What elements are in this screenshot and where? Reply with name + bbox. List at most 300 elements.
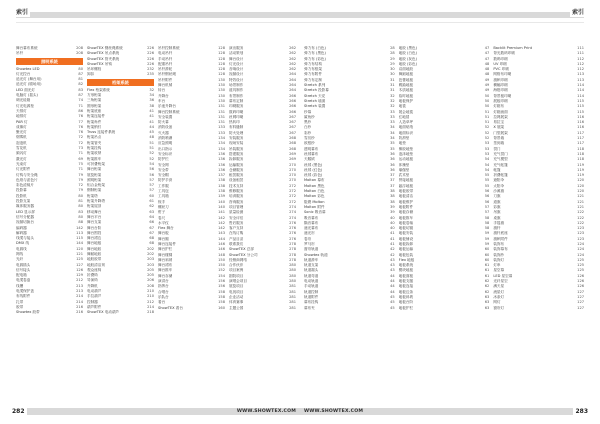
entry-name: 轨道弯道 [304, 273, 319, 278]
entry-name: 纱幕 [304, 109, 312, 114]
entry-page-number: 61 [149, 199, 154, 204]
entry-page-number: 53 [484, 146, 490, 151]
entry-page-number: 62 [484, 279, 490, 284]
entry-name: 装饰灯 [493, 257, 505, 262]
entry-name: Molton 彩色 [304, 194, 325, 199]
entry-page-number: 127 [577, 289, 585, 294]
entry-page-number: 123 [577, 226, 585, 231]
entry-name: 武术垫 [398, 173, 410, 178]
entry-name: 水平仪 [158, 220, 169, 225]
entry-page-number: 87 [78, 71, 83, 76]
entry-name: 消防设备 [158, 125, 173, 130]
entry-page-number: 38 [390, 199, 395, 204]
entry-name: 地面标识 [398, 130, 414, 135]
entry-name: 布料缝制 [229, 125, 244, 130]
entry-page-number: 130 [218, 93, 225, 98]
entry-page-number: 57 [484, 204, 490, 209]
entry-page-number: 49 [484, 77, 490, 82]
entry-name: 信号接头 [16, 267, 31, 272]
entry-name: 安全评估 [229, 215, 244, 220]
entry-name: 吊旗 [493, 210, 501, 215]
entry-page-number: 130 [218, 98, 225, 103]
index-entry[interactable] [304, 306, 395, 311]
entry-name: Backlit Premium Print [493, 46, 533, 50]
entry-name: 彩色滤镜片 [16, 183, 34, 188]
entry-page-number: 148 [218, 252, 225, 257]
entry-name: 吊环螺栓 [87, 67, 102, 72]
entry-name: 吊杆附件 [158, 77, 173, 82]
entry-page-number: 114 [577, 88, 585, 93]
entry-page-number: 43 [390, 268, 395, 273]
entry-page-number: 57 [149, 183, 154, 188]
entry-page-number: 38 [149, 103, 154, 108]
entry-page-number: 61 [484, 273, 490, 278]
entry-page-number: 146 [218, 241, 225, 246]
entry-name: 地板卷轴 [398, 220, 414, 225]
entry-page-number: 32 [390, 93, 395, 98]
entry-page-number: 278 [289, 257, 296, 262]
section-heading: 桁架系统 [87, 79, 154, 86]
entry-name: 数码印刷 [229, 109, 244, 114]
entry-name: 指挥台 [158, 284, 169, 289]
entry-name: 手动吊杆 [158, 56, 173, 61]
entry-name: 灯钩与安全绳 [16, 172, 38, 177]
entry-name: 地胶清洁剂 [87, 262, 105, 267]
entry-name: 地面贴纸 [398, 125, 414, 130]
entry-page-number: 133 [218, 130, 225, 135]
entry-page-number: 72 [78, 183, 83, 188]
index-entry[interactable] [87, 72, 154, 77]
entry-name: 线缆与接头 [16, 236, 34, 241]
entry-name: 工具包 [158, 189, 169, 194]
entry-page-number: 52 [149, 151, 154, 156]
entry-page-number: 122 [577, 210, 585, 215]
entry-name: 旗杆 [493, 226, 501, 231]
entry-page-number: 266 [289, 104, 296, 109]
entry-name: DMX 线 [16, 241, 30, 246]
entry-name: Molton 黑色 [304, 183, 325, 188]
entry-page-number: 125 [577, 268, 585, 273]
entry-page-number: 52 [149, 156, 154, 161]
entry-page-number: 216 [76, 304, 83, 309]
entry-page-number: 136 [218, 162, 225, 167]
entry-name: 频闪灯 [16, 151, 27, 156]
entry-page-number: 52 [484, 125, 490, 130]
entry-name: PVC 印刷 [493, 67, 509, 72]
entry-name: 地板铺设 [398, 236, 414, 241]
entry-name: 灭火器 [158, 130, 169, 135]
entry-name: 安全带 [158, 167, 169, 172]
entry-page-number: 262 [289, 51, 296, 56]
entry-page-number: 115 [577, 98, 585, 103]
entry-page-number: 134 [218, 141, 225, 146]
entry-name: 体育赛事 [229, 300, 244, 305]
entry-name: 吸音幕布 [304, 215, 319, 220]
entry-page-number: 127 [76, 262, 83, 267]
entry-page-number: 112 [577, 56, 585, 61]
entry-page-number: 203 [147, 257, 154, 262]
entry-name: 运输服务 [229, 162, 244, 167]
entry-page-number: 72 [78, 135, 83, 140]
entry-page-number: 116 [577, 114, 585, 119]
entry-name: 桁架塔 [87, 193, 98, 198]
index-entry[interactable] [493, 306, 584, 311]
entry-name: Truss 连接件系统 [87, 130, 116, 135]
entry-page-number: 44 [390, 279, 395, 284]
entry-page-number: 122 [577, 215, 585, 220]
index-column [304, 46, 395, 404]
entry-page-number: 272 [289, 194, 296, 199]
entry-name: 旗帜印刷 [493, 77, 508, 82]
entry-name: 灯光附件 [16, 167, 31, 172]
entry-name: Stretch 装置 [304, 104, 326, 109]
entry-page-number: 67 [149, 230, 154, 235]
entry-page-number: 49 [484, 88, 490, 93]
entry-name: 桁架屋顶 [87, 204, 102, 209]
entry-page-number: 63 [149, 209, 154, 214]
entry-page-number: 81 [78, 199, 83, 204]
entry-page-number: 41 [390, 231, 395, 236]
entry-page-number: 154 [218, 273, 225, 278]
entry-page-number: 210 [147, 289, 154, 294]
entry-name: 特效设计 [229, 77, 244, 82]
entry-page-number: 36 [390, 151, 395, 156]
entry-page-number: 206 [147, 278, 154, 283]
entry-name: 电源线 [16, 246, 27, 251]
entry-page-number: 143 [218, 231, 225, 236]
entry-name: 吊杆 [16, 51, 24, 56]
entry-name: 轨道控制 [304, 289, 319, 294]
entry-page-number: 69 [78, 156, 83, 161]
index-entry[interactable] [399, 306, 490, 311]
entry-page-number: 47 [484, 56, 490, 61]
entry-name: 方形桁架 [87, 93, 102, 98]
entry-name: 彩纱 [304, 130, 312, 135]
entry-name: 圆形桁架 [87, 103, 102, 108]
entry-name: 升降机 [87, 283, 98, 288]
header-bar [300, 12, 584, 18]
entry-name: 车台 [158, 98, 166, 103]
entry-name: 卷帘 [304, 236, 312, 241]
entry-page-number: 72 [78, 140, 83, 145]
entry-page-number: 138 [218, 178, 225, 183]
entry-name: 产品目录 [229, 236, 244, 241]
entry-name: 雪花机 [16, 146, 27, 151]
entry-name: LED 显示屏 [16, 209, 35, 214]
entry-page-number: 58 [484, 226, 490, 231]
entry-page-number: 232 [147, 67, 154, 72]
entry-name: 舞台腿 [158, 236, 169, 241]
entry-name: 追光灯 (舞台用) [16, 77, 42, 82]
entry-page-number: 214 [76, 294, 83, 299]
entry-name: 演唱会项目 [229, 279, 247, 284]
entry-page-number: 128 [218, 67, 225, 72]
entry-name: 地垫 [398, 141, 406, 146]
entry-name: 隔音幕布 [304, 220, 319, 225]
entry-name: PAR 灯 [16, 119, 28, 124]
entry-page-number: 142 [218, 226, 225, 231]
entry-page-number: 34 [149, 93, 154, 98]
entry-name: 临时地板 [398, 93, 414, 98]
entry-name: 乐池升降台 [158, 104, 176, 109]
entry-page-number: 55 [484, 173, 490, 178]
entry-page-number: 269 [289, 151, 296, 156]
entry-page-number: 128 [218, 72, 225, 77]
entry-name: 地板拆卸 [398, 241, 414, 246]
entry-name: 桁架吊点 [87, 135, 102, 140]
index-entry[interactable] [229, 306, 296, 311]
entry-page-number: 83 [78, 87, 83, 92]
entry-name: 弹力布定制 [304, 77, 322, 82]
entry-page-number: 276 [289, 226, 296, 231]
entry-name: 编码器 [16, 225, 27, 230]
entry-name: 工作服 [158, 183, 169, 188]
entry-name: Showtex LED [16, 66, 40, 71]
entry-name: Flex 桁架系统 [87, 87, 110, 92]
index-entry[interactable] [158, 306, 225, 311]
index-entry[interactable] [87, 310, 154, 315]
website-link[interactable]: WWW.SHOWTEX.COM [236, 409, 296, 414]
entry-page-number: 278 [289, 247, 296, 252]
entry-name: 装饰纱 [493, 252, 505, 257]
entry-name: 媒体服务器 [16, 204, 34, 209]
entry-name: 弹力布附件 [304, 72, 322, 77]
entry-name: 舞台围挡 [87, 230, 102, 235]
entry-page-number: 113 [577, 77, 585, 82]
entry-name: 拉网展架 [493, 114, 508, 119]
entry-page-number: 156 [218, 284, 225, 289]
entry-name: 舞台机械 [158, 83, 173, 88]
entry-name: 应急照明 [158, 141, 173, 146]
entry-page-number: 262 [289, 67, 296, 72]
entry-page-number: 119 [577, 162, 585, 167]
entry-name: 舞台板 [158, 231, 169, 236]
entry-name: 悬浮地板 [398, 183, 414, 188]
entry-page-number: 58 [484, 215, 490, 220]
entry-page-number: 124 [577, 247, 585, 252]
entry-page-number: 281 [289, 284, 296, 289]
entry-page-number: 128 [218, 56, 225, 61]
entry-name: 舞台桁架 [87, 167, 102, 172]
entry-name: 工具箱 [158, 194, 169, 199]
entry-name: 防滑垫 [398, 136, 410, 141]
entry-name: 海报印刷 [493, 88, 508, 93]
entry-page-number: 278 [289, 241, 296, 246]
entry-page-number: 82 [78, 82, 83, 87]
entry-page-number: 45 [149, 130, 154, 135]
entry-page-number: 63 [484, 294, 490, 299]
entry-page-number: 202 [147, 246, 154, 251]
entry-name: 旗帜附件 [493, 236, 508, 241]
entry-name: 质量检测 [229, 210, 244, 215]
entry-page-number: 59 [484, 241, 490, 246]
entry-name: 泡沫地垫 [398, 151, 414, 156]
entry-name: 安全装置 [158, 114, 173, 119]
entry-page-number: 44 [390, 289, 395, 294]
entry-page-number: 45 [390, 294, 395, 299]
entry-page-number: 226 [147, 61, 154, 66]
entry-name: 桁架角件 [87, 119, 102, 124]
index-column [399, 46, 490, 404]
entry-name: 安全网 [158, 162, 169, 167]
entry-page-number: 276 [289, 231, 296, 236]
entry-name: 满天星 [493, 284, 505, 289]
entry-page-number: 129 [76, 273, 83, 278]
entry-name: 观众座椅 [87, 267, 102, 272]
entry-page-number: 117 [577, 136, 585, 141]
entry-name: LED 面光灯 [16, 87, 35, 92]
entry-name: 活动策划 [229, 51, 244, 56]
entry-name: 数码印刷 [493, 56, 508, 61]
entry-name: ShowTEX 分公司 [229, 252, 258, 257]
entry-name: 帐篷 [493, 167, 501, 172]
entry-name: 展览项目 [229, 284, 244, 289]
entry-page-number: 127 [577, 300, 585, 305]
entry-page-number: 56 [149, 172, 154, 177]
entry-page-number: 32 [149, 87, 154, 92]
entry-name: 舞蹈地胶 [87, 251, 102, 256]
entry-page-number: 30 [390, 67, 395, 72]
entry-name: 电动吊杆 [158, 51, 173, 56]
entry-page-number: 120 [577, 178, 585, 183]
entry-name: 门型展架 [493, 130, 508, 135]
entry-page-number: 49 [484, 83, 490, 88]
entry-page-number: 76 [78, 124, 83, 129]
entry-name: 地板面板 [398, 273, 414, 278]
entry-page-number: 208 [147, 283, 154, 288]
entry-page-number: 226 [147, 51, 154, 56]
entry-page-number: 123 [577, 236, 585, 241]
entry-name: Molton 白色 [304, 189, 325, 194]
entry-page-number: 68 [149, 236, 154, 241]
entry-name: 电视项目 [229, 289, 244, 294]
entry-name: 烟雾机 [16, 135, 27, 140]
entry-page-number: 268 [289, 141, 296, 146]
index-column [229, 46, 296, 404]
entry-page-number: 86 [78, 108, 83, 113]
entry-page-number: 281 [289, 305, 296, 310]
entry-page-number: 213 [76, 283, 83, 288]
entry-name: 背景墙 [493, 136, 505, 141]
entry-page-number: 44 [390, 284, 395, 289]
entry-page-number: 111 [577, 46, 585, 50]
entry-page-number: 59 [484, 231, 490, 236]
entry-page-number: 152 [218, 268, 225, 273]
page-number: 282 [12, 408, 25, 415]
entry-name: 灯光设计 [229, 61, 244, 66]
entry-page-number: 47 [484, 46, 490, 50]
entry-page-number: 136 [218, 167, 225, 172]
entry-name: 地板清洁 [398, 194, 414, 199]
entry-page-number: 71 [78, 151, 83, 156]
index-entry[interactable] [16, 51, 83, 56]
entry-page-number: 136 [218, 151, 225, 156]
entry-name: 舞台斜坡 [158, 257, 173, 262]
section-heading: 照明系统 [16, 58, 83, 65]
entry-page-number: 150 [218, 257, 225, 262]
entry-page-number: 80 [78, 66, 83, 71]
entry-name: 维修服务 [229, 189, 244, 194]
entry-page-number: 56 [484, 194, 490, 199]
entry-page-number: 134 [218, 146, 225, 151]
entry-name: 幕布定制 [229, 98, 244, 103]
entry-name: 道具制作 [229, 88, 244, 93]
entry-name: 运动地板 [398, 157, 414, 162]
entry-page-number: 150 [218, 263, 225, 268]
entry-page-number: 226 [147, 56, 154, 61]
entry-page-number: 160 [218, 305, 225, 310]
entry-name: 导演椅 [87, 278, 98, 283]
entry-name: 舞台地板 [87, 241, 102, 246]
entry-page-number: 54 [149, 161, 154, 166]
entry-name: 装饰幕布 [493, 247, 508, 252]
entry-page-number: 124 [577, 252, 585, 257]
entry-name: 地板支腿 [398, 279, 414, 284]
entry-name: 地板胶带 [398, 189, 414, 194]
entry-page-number: 80 [78, 193, 83, 198]
entry-page-number: 75 [78, 161, 83, 166]
entry-page-number: 127 [577, 305, 585, 310]
entry-page-number: 146 [218, 247, 225, 252]
entry-name: 调光硅箱 [16, 98, 31, 103]
entry-page-number: 81 [78, 77, 83, 82]
entry-name: 电缆卷盘 [16, 278, 31, 283]
entry-name: 窗帘灯 [493, 305, 505, 310]
entry-page-number: 39 [390, 210, 395, 215]
entry-page-number: 48 [149, 135, 154, 140]
entry-name: 桁架底座 [87, 108, 102, 113]
entry-page-number: 274 [289, 215, 296, 220]
entry-page-number: 51 [484, 109, 490, 114]
entry-page-number: 267 [289, 125, 296, 130]
entry-name: 场景制作 [229, 83, 244, 88]
entry-name: 刀旗 [493, 194, 501, 199]
entry-page-number: 79 [78, 177, 83, 182]
entry-name: 安全标识 [158, 151, 173, 156]
entry-name: 地板运输 [398, 247, 414, 252]
entry-page-number: 61 [484, 263, 490, 268]
entry-name: 技术支持 [229, 183, 244, 188]
entry-page-number: 119 [577, 173, 585, 178]
entry-page-number: 214 [147, 304, 154, 309]
entry-page-number: 54 [484, 162, 490, 167]
entry-name: 防护栏 [158, 157, 169, 162]
entry-name: 木质地板 [398, 88, 414, 93]
entry-name: 网线 [16, 251, 24, 256]
entry-page-number: 56 [149, 167, 154, 172]
entry-page-number: 115 [577, 109, 585, 114]
entry-page-number: 60 [484, 257, 490, 262]
entry-page-number: 59 [484, 236, 490, 241]
entry-page-number: 136 [218, 157, 225, 162]
entry-page-number: 60 [484, 252, 490, 257]
entry-page-number: 41 [149, 108, 154, 113]
entry-name: 桁架销钉 [87, 124, 102, 129]
entry-page-number: 141 [218, 210, 225, 215]
entry-name: 遮光帘 [304, 231, 315, 236]
website-link[interactable]: WWW.SHOWTEX.COM [304, 409, 364, 414]
entry-page-number: 36 [390, 167, 395, 172]
entry-page-number: 58 [484, 220, 490, 225]
entry-name: 吊杆钢丝绳 [158, 72, 176, 77]
entry-name: 窗帘轨道 [304, 247, 319, 252]
entry-page-number: 36 [390, 162, 395, 167]
index-entry[interactable] [16, 310, 83, 315]
header-bar [16, 12, 300, 18]
entry-name: 地板边条 [398, 289, 414, 294]
entry-name: 演出服务 [229, 46, 244, 50]
entry-page-number: 45 [390, 305, 395, 310]
